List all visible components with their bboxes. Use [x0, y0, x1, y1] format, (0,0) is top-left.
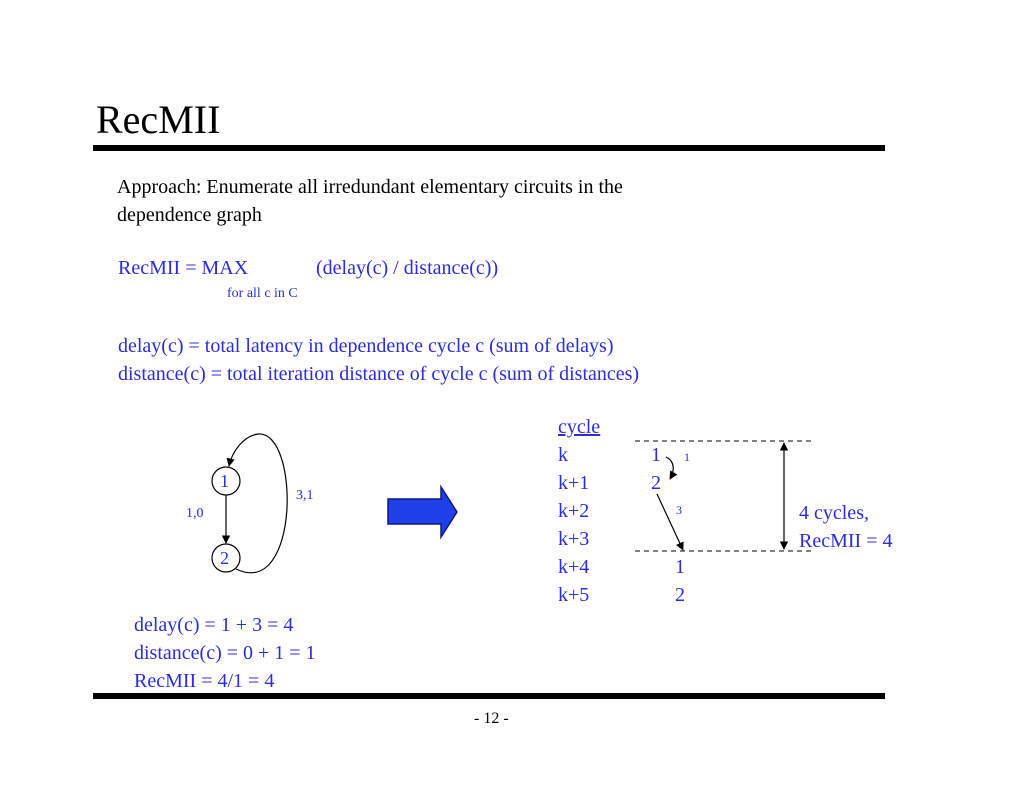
- schedule-op-k: 1: [651, 444, 661, 466]
- formula-lhs: RecMII = MAX: [118, 257, 249, 279]
- schedule-cycle-k5: k+5: [558, 584, 590, 606]
- delay-definition: delay(c) = total latency in dependence cycle c (sum of delays): [118, 335, 614, 357]
- calc-recmii: RecMII = 4/1 = 4: [134, 670, 275, 692]
- schedule-op-k4: 1: [675, 556, 685, 578]
- edge-label-1-0: 1,0: [186, 506, 204, 521]
- formula-subscript: for all c in C: [227, 286, 298, 301]
- calc-delay: delay(c) = 1 + 3 = 4: [134, 614, 294, 636]
- graph-node-2-label: 2: [220, 548, 229, 568]
- block-arrow-icon: [388, 487, 457, 537]
- schedule-cycle-k4: k+4: [558, 556, 590, 578]
- sched-arrow-1-to-2: [666, 457, 673, 479]
- schedule-cycle-k: k: [558, 444, 568, 466]
- schedule-op-k5: 2: [675, 584, 685, 606]
- edge-label-3-1: 3,1: [296, 488, 314, 503]
- page-number: - 12 -: [474, 710, 509, 727]
- schedule-cycle-k3: k+3: [558, 528, 590, 550]
- graph-node-1-label: 1: [220, 471, 229, 491]
- distance-definition: distance(c) = total iteration distance of cycle c (sum of distances): [118, 363, 640, 385]
- schedule-cycle-k1: k+1: [558, 472, 590, 494]
- slide-title: RecMII: [96, 97, 221, 142]
- approach-line-1: Approach: Enumerate all irredundant elementary circuits in the: [117, 176, 623, 198]
- schedule-cycle-k2: k+2: [558, 500, 590, 522]
- result-line-1: 4 cycles,: [799, 502, 869, 524]
- schedule-latency-1: 1: [684, 450, 690, 464]
- calc-distance: distance(c) = 0 + 1 = 1: [134, 642, 316, 664]
- schedule-op-k1: 2: [651, 472, 661, 494]
- schedule-header: cycle: [558, 416, 601, 438]
- approach-line-2: dependence graph: [117, 204, 262, 226]
- result-line-2: RecMII = 4: [799, 530, 893, 552]
- formula-rhs: (delay(c) / distance(c)): [316, 257, 499, 279]
- schedule-latency-3: 3: [676, 503, 682, 517]
